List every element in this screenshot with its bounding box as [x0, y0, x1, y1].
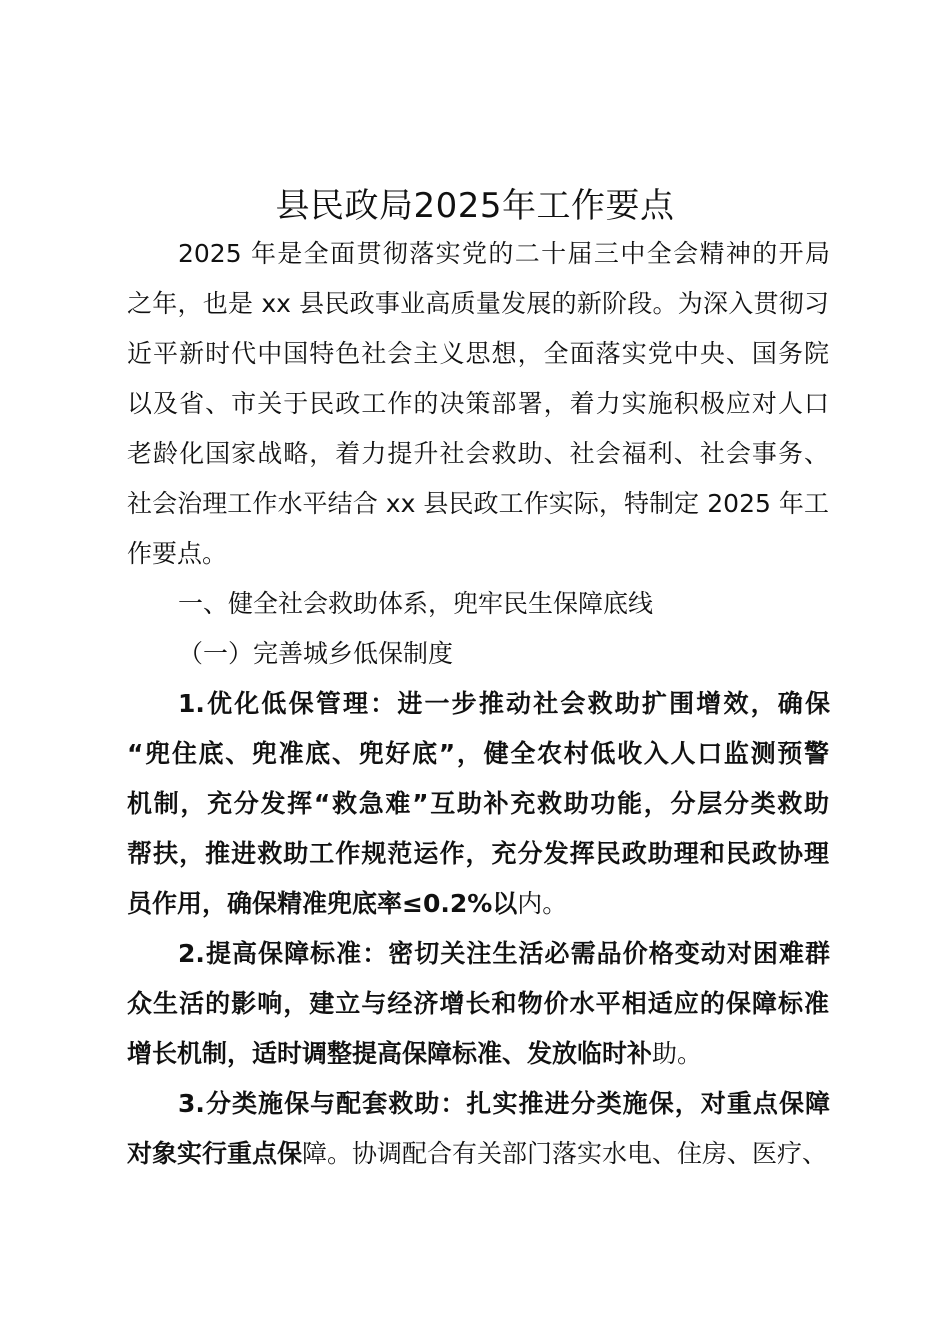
- item-2-line-3-normal: 助。: [652, 1039, 703, 1068]
- item-3-line-2-normal: 障。协调配合有关部门落实水电、住房、医疗、: [302, 1139, 828, 1168]
- intro-line-1: 2025 年是全面贯彻落实党的二十届三中全会精神的开局: [178, 239, 830, 268]
- intro-line-5: 老龄化国家战略，着力提升社会救助、社会福利、社会事务、: [127, 439, 829, 468]
- item-2-line-3-bold: 增长机制，适时调整提高保障标准、发放临时补: [127, 1039, 653, 1068]
- item-1-line-4: 帮扶，推进救助工作规范运作，充分发挥民政助理和民政协理: [127, 839, 829, 868]
- item-3-line-1: 3.分类施保与配套救助：扎实推进分类施保，对重点保障: [178, 1089, 830, 1118]
- item-1-line-1: 1.优化低保管理：进一步推动社会救助扩围增效，确保: [178, 689, 830, 718]
- item-1-line-2: “兜住底、兜准底、兜好底”，健全农村低收入人口监测预警: [127, 739, 829, 768]
- intro-line-7: 作要点。: [127, 539, 228, 568]
- item-1-line-3: 机制，充分发挥“救急难”互助补充救助功能，分层分类救助: [127, 789, 829, 818]
- intro-line-6: 社会治理工作水平结合 xx 县民政工作实际，特制定 2025 年工: [127, 489, 829, 518]
- document-title: 县民政局2025年工作要点: [275, 186, 675, 226]
- item-1-line-5-normal: 内。: [517, 889, 568, 918]
- item-1-line-5: [127, 886, 847, 922]
- item-3-line-2-bold: 对象实行重点保: [127, 1139, 303, 1168]
- intro-line-4: 以及省、市关于民政工作的决策部署，着力实施积极应对人口: [127, 389, 829, 418]
- subsection-1-heading: （一）完善城乡低保制度: [178, 639, 454, 668]
- item-2-line-1: 2.提高保障标准：密切关注生活必需品价格变动对困难群: [178, 939, 830, 968]
- item-3-line-2: [127, 1136, 847, 1172]
- item-2-line-2: 众生活的影响，建立与经济增长和物价水平相适应的保障标准: [127, 989, 829, 1018]
- intro-line-2: 之年，也是 xx 县民政事业高质量发展的新阶段。为深入贯彻习: [127, 289, 829, 318]
- item-2-line-3: [127, 1036, 847, 1072]
- section-1-heading: 一、健全社会救助体系，兜牢民生保障底线: [178, 589, 654, 618]
- item-1-line-5-bold: 员作用，确保精准兜底率≤0.2%以: [127, 889, 518, 918]
- intro-line-3: 近平新时代中国特色社会主义思想，全面落实党中央、国务院: [127, 339, 829, 368]
